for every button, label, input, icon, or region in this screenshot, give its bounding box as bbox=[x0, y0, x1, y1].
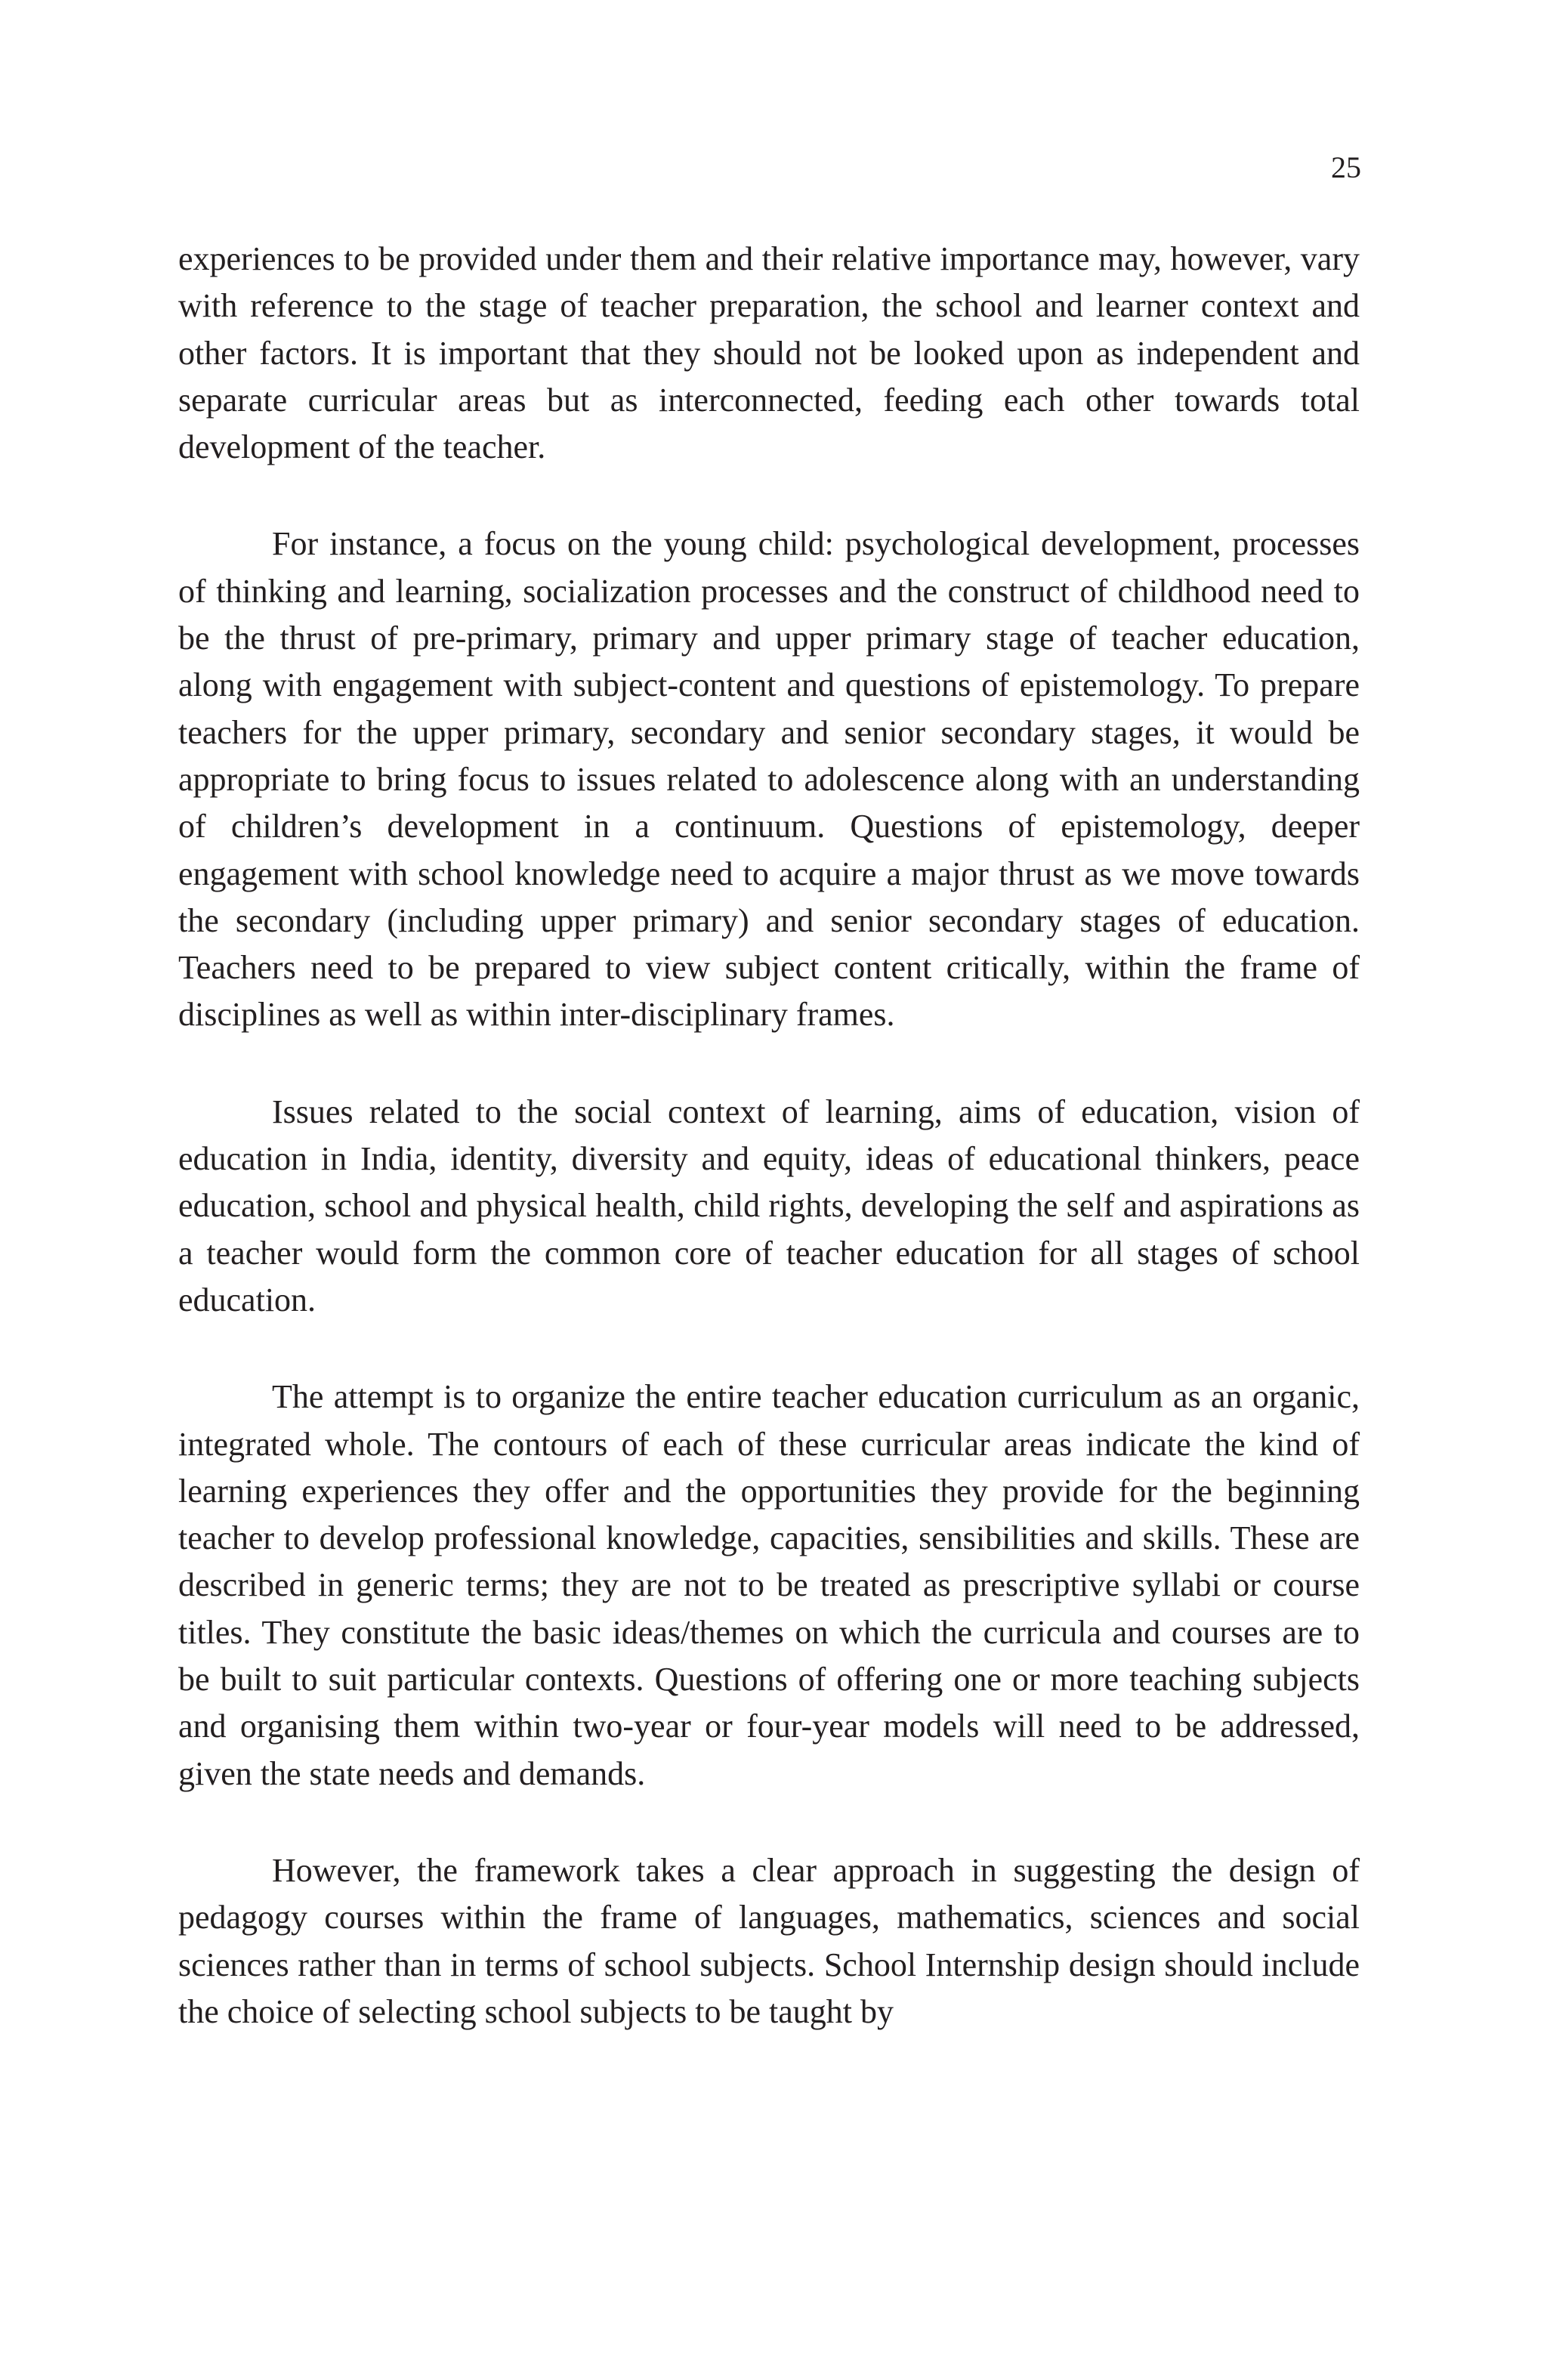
paragraph-continuation: experiences to be provided under them and their relative importance may, however, vary with reference to the stage of teacher preparation, the school and learner context and other factors. It is important that they should not be looked upon as independent and separate curricular areas but as interconnected, feeding each other towards total development of the teacher. bbox=[178, 240, 1360, 466]
paragraph-young-child-focus: For instance, a focus on the young child: psychological development, processes of thinking and learning, socialization processes and the construct of childhood need to be the thrust of pre-primary, primary and upper primary stage of teacher education, along with engagement with subject-content and questions of epistemology. To prepare teachers for the upper primary, secondary and senior secondary stages, it would be appropriate to bring focus to issues related to adolescence along with an understanding of children’s development in a continuum. Questions of epistemology, deeper engagement with school knowledge need to acquire a major thrust as we move towards the secondary (including upper primary) and senior secondary stages of education. Teachers need to be prepared to view subject content critically, within the frame of disciplines as well as within inter-disciplinary frames. bbox=[178, 525, 1360, 1034]
body-text bbox=[178, 236, 1360, 2085]
page-number: 25 bbox=[1331, 150, 1361, 184]
paragraph-pedagogy-courses: However, the framework takes a clear approach in suggesting the design of pedagogy courses within the frame of languages, mathematics, sciences and social sciences rather than in terms of school subjects. School Internship design should include the choice of selecting school subjects to be taught by bbox=[178, 1851, 1360, 2030]
paragraph-integrated-curriculum: The attempt is to organize the entire teacher education curriculum as an organic, integrated whole. The contours of each of these curricular areas indicate the kind of learning experiences they offer and the opportunities they provide for the beginning teacher to develop professional knowledge, capacities, sensibilities and skills. These are described in generic terms; they are not to be treated as prescriptive syllabi or course titles. They constitute the basic ideas/themes on which the curricula and courses are to be built to suit particular contexts. Questions of offering one or more teaching subjects and organising them within two-year or four-year models will need to be addressed, given the state needs and demands. bbox=[178, 1378, 1360, 1792]
paragraph-common-core: Issues related to the social context of learning, aims of education, vision of education in India, identity, diversity and equity, ideas of educational thinkers, peace education, school and physical health, child rights, developing the self and aspirations as a teacher would form the common core of teacher education for all stages of school education. bbox=[178, 1093, 1360, 1318]
